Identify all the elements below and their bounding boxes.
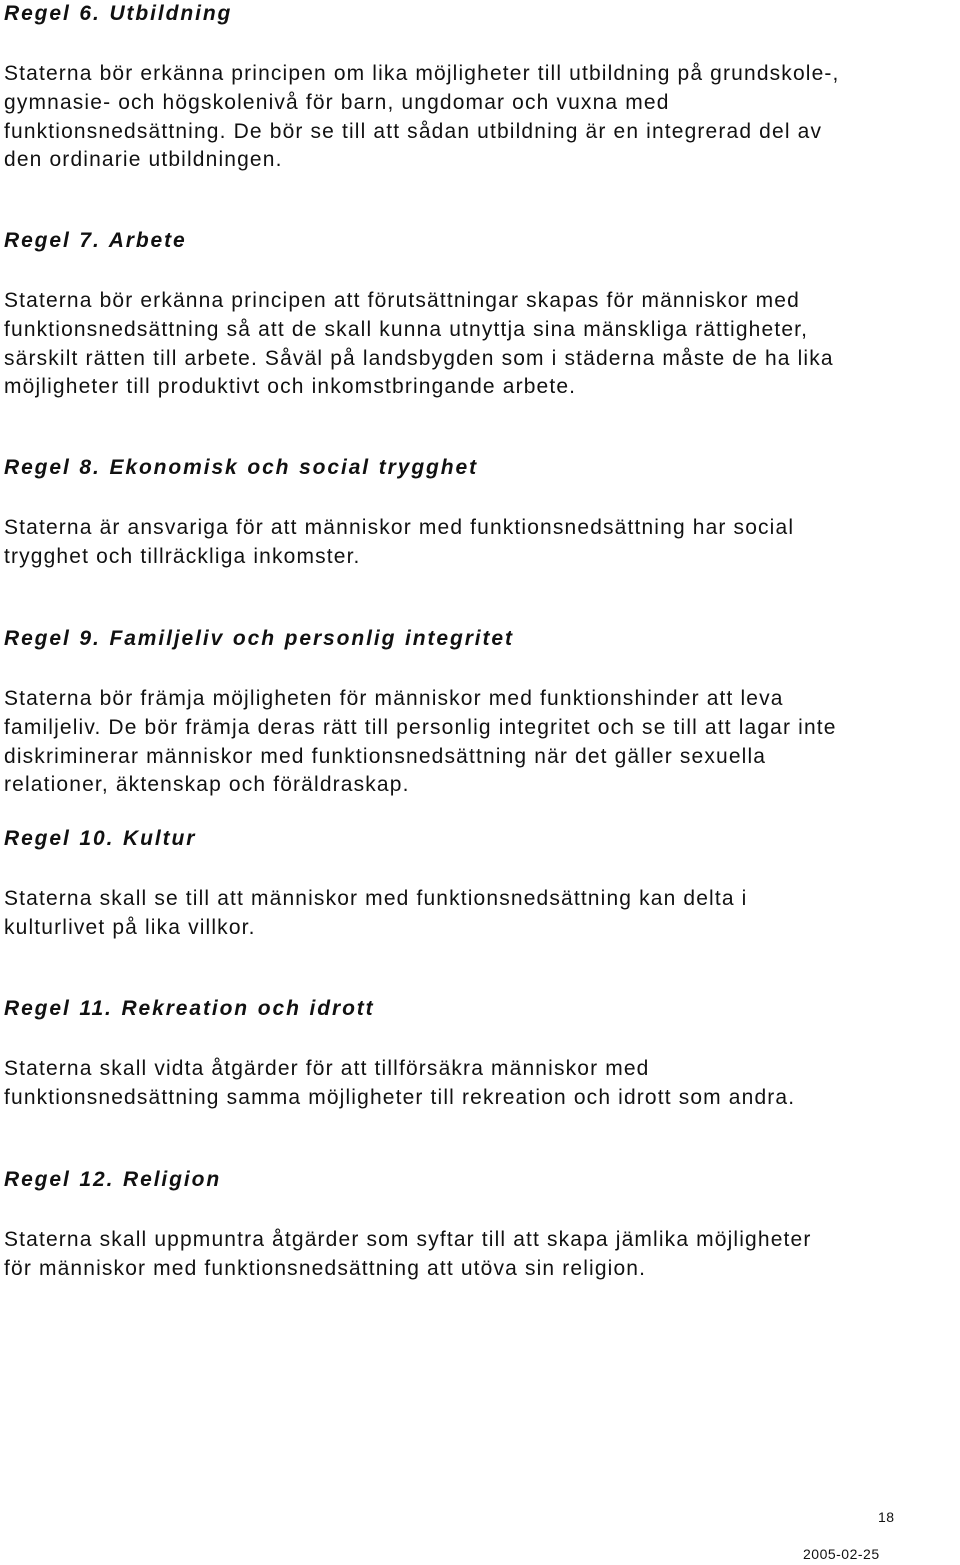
rule-heading: Regel 12. Religion bbox=[4, 1168, 222, 1191]
paragraph-line: relationer, äktenskap och föräldraskap. bbox=[4, 773, 410, 797]
paragraph-line: funktionsnedsättning. De bör se till att sådan utbildning är en integrerad del av bbox=[4, 119, 823, 143]
rule-paragraph bbox=[4, 60, 960, 175]
rule-heading: Regel 7. Arbete bbox=[4, 229, 187, 252]
paragraph-line: för människor med funktionsnedsättning att utöva sin religion. bbox=[4, 1256, 647, 1280]
paragraph-line: funktionsnedsättning så att de skall kunna utnyttja sina mänskliga rättigheter, bbox=[4, 317, 809, 341]
rule-paragraph bbox=[4, 1055, 960, 1113]
paragraph-line: Staterna skall uppmuntra åtgärder som syftar till att skapa jämlika möjligheter bbox=[4, 1228, 812, 1251]
rule-8-section bbox=[4, 454, 960, 572]
rule-heading: Regel 6. Utbildning bbox=[4, 2, 233, 25]
paragraph-line: funktionsnedsättning samma möjligheter till rekreation och idrott som andra. bbox=[4, 1085, 796, 1109]
paragraph-line: Staterna är ansvariga för att människor med funktionsnedsättning har social bbox=[4, 516, 795, 539]
paragraph-line: Staterna bör främja möjligheten för människor med funktionshinder att leva bbox=[4, 687, 784, 710]
footer-date: 2005-02-25 bbox=[803, 1546, 880, 1562]
rule-paragraph bbox=[4, 885, 960, 943]
paragraph-line: Staterna bör erkänna principen om lika möjligheter till utbildning på grundskole-, bbox=[4, 62, 840, 85]
paragraph-line: kulturlivet på lika villkor. bbox=[4, 915, 256, 939]
rule-heading: Regel 10. Kultur bbox=[4, 827, 197, 850]
rule-6-section bbox=[4, 0, 960, 175]
paragraph-line: särskilt rätten till arbete. Såväl på landsbygden som i städerna måste de ha lika bbox=[4, 346, 834, 370]
rule-heading: Regel 8. Ekonomisk och social trygghet bbox=[4, 456, 478, 479]
rule-7-section bbox=[4, 227, 960, 402]
rule-10-section bbox=[4, 825, 960, 943]
rule-12-section bbox=[4, 1166, 960, 1284]
paragraph-line: Staterna skall se till att människor med funktionsnedsättning kan delta i bbox=[4, 887, 748, 910]
paragraph-line: diskriminerar människor med funktionsnedsättning när det gäller sexuella bbox=[4, 744, 767, 768]
rule-9-section bbox=[4, 625, 960, 800]
paragraph-line: gymnasie- och högskolenivå för barn, ungdomar och vuxna med bbox=[4, 90, 670, 114]
rule-paragraph bbox=[4, 514, 960, 572]
rule-heading: Regel 11. Rekreation och idrott bbox=[4, 997, 375, 1020]
paragraph-line: Staterna skall vidta åtgärder för att tillförsäkra människor med bbox=[4, 1057, 650, 1080]
paragraph-line: möjligheter till produktivt och inkomstbringande arbete. bbox=[4, 375, 577, 399]
rule-paragraph bbox=[4, 287, 960, 402]
paragraph-line: Staterna bör erkänna principen att förutsättningar skapas för människor med bbox=[4, 289, 800, 312]
page-number: 18 bbox=[878, 1509, 895, 1525]
paragraph-line: den ordinarie utbildningen. bbox=[4, 148, 283, 172]
rule-paragraph bbox=[4, 685, 960, 800]
paragraph-line: trygghet och tillräckliga inkomster. bbox=[4, 544, 361, 568]
rule-11-section bbox=[4, 995, 960, 1113]
paragraph-line: familjeliv. De bör främja deras rätt till personlig integritet och se till att lagar inte bbox=[4, 715, 837, 739]
rule-paragraph bbox=[4, 1226, 960, 1284]
rule-heading: Regel 9. Familjeliv och personlig integritet bbox=[4, 627, 514, 650]
